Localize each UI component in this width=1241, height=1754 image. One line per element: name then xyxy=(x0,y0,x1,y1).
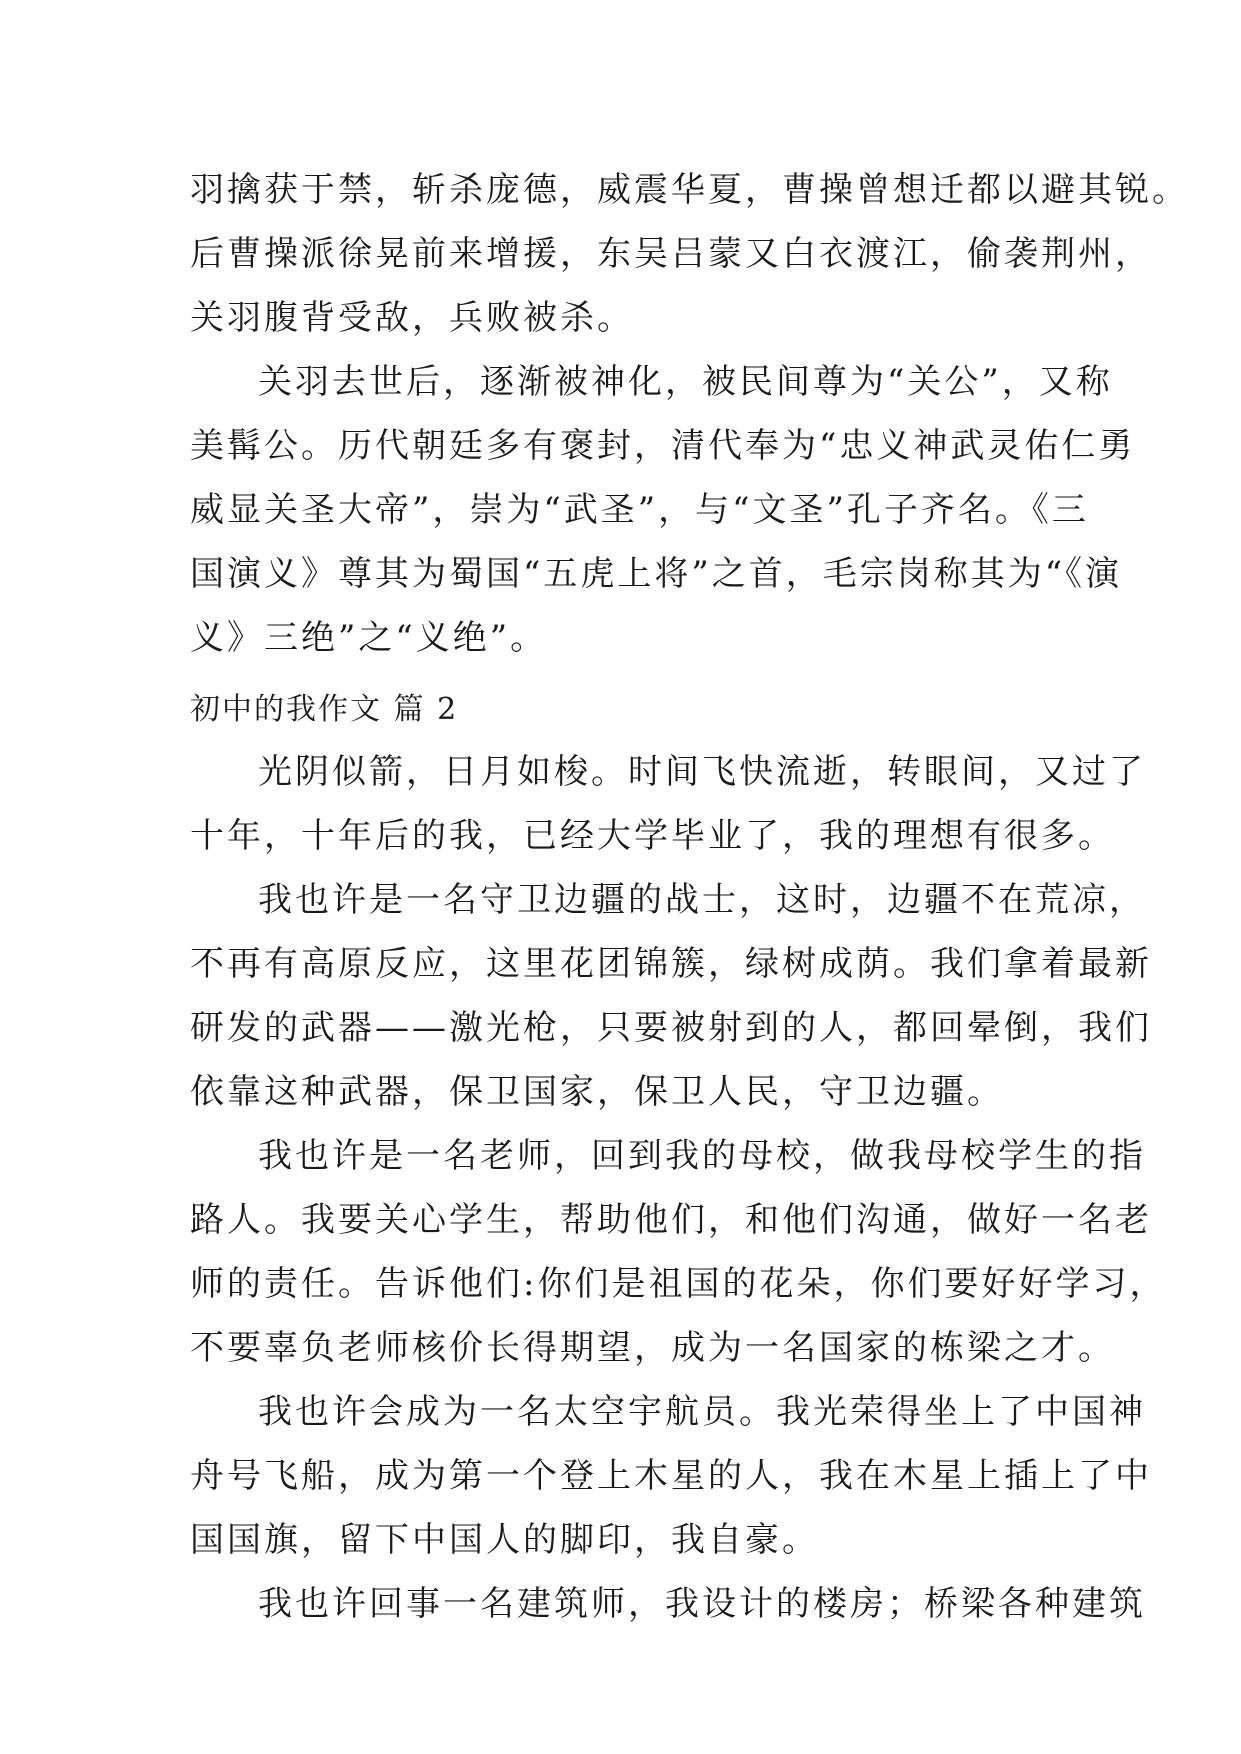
text-line: 十年，十年后的我，已经大学毕业了，我的理想有很多。 xyxy=(190,816,1115,856)
text-line: 不要辜负老师核价长得期望，成为一名国家的栋梁之才。 xyxy=(190,1328,1115,1368)
text-line: 师的责任。告诉他们:你们是祖国的花朵，你们要好好学习， xyxy=(190,1264,1167,1304)
text-line: 不再有高原反应，这里花团锦簇，绿树成荫。我们拿着最新 xyxy=(190,944,1152,984)
text-line: 国演义》尊其为蜀国“五虎上将”之首，毛宗岗称其为“《演 xyxy=(190,554,1123,594)
text-line: 依靠这种武器，保卫国家，保卫人民，守卫边疆。 xyxy=(190,1072,1004,1112)
text-line: 我也许回事一名建筑师，我设计的楼房；桥梁各种建筑 xyxy=(258,1584,1146,1624)
text-line: 关羽腹背受敌，兵败被杀。 xyxy=(190,298,634,338)
text-line: 关羽去世后，逐渐被神化，被民间尊为“关公”，又称 xyxy=(258,362,1113,402)
article-text-bottom xyxy=(190,740,1167,1636)
text-line: 国国旗，留下中国人的脚印，我自豪。 xyxy=(190,1520,819,1560)
section-heading: 初中的我作文 篇 2 xyxy=(190,692,459,727)
text-line: 美髯公。历代朝廷多有褒封，清代奉为“忠义神武灵佑仁勇 xyxy=(190,426,1136,466)
text-line: 我也许是一名守卫边疆的战士，这时，边疆不在荒凉， xyxy=(258,880,1146,920)
text-line: 羽擒获于禁，斩杀庞德，威震华夏，曹操曾想迁都以避其锐。 xyxy=(190,170,1189,210)
text-line: 我也许是一名老师，回到我的母校，做我母校学生的指 xyxy=(258,1136,1146,1176)
text-line: 威显关圣大帝”，崇为“武圣”，与“文圣”孔子齐名。《三 xyxy=(190,490,1089,530)
text-line: 光阴似箭，日月如梭。时间飞快流逝，转眼间，又过了 xyxy=(258,752,1146,792)
article-text-top xyxy=(190,158,1189,670)
text-line: 路人。我要关心学生，帮助他们，和他们沟通，做好一名老 xyxy=(190,1200,1152,1240)
text-line: 舟号飞船，成为第一个登上木星的人，我在木星上插上了中 xyxy=(190,1456,1152,1496)
text-line: 义》三绝”之“义绝”。 xyxy=(190,618,548,658)
text-line: 我也许会成为一名太空宇航员。我光荣得坐上了中国神 xyxy=(258,1392,1146,1432)
text-line: 研发的武器——激光枪，只要被射到的人，都回晕倒，我们 xyxy=(190,1008,1152,1048)
text-line: 后曹操派徐晃前来增援，东吴吕蒙又白衣渡江，偷袭荆州， xyxy=(190,234,1152,274)
